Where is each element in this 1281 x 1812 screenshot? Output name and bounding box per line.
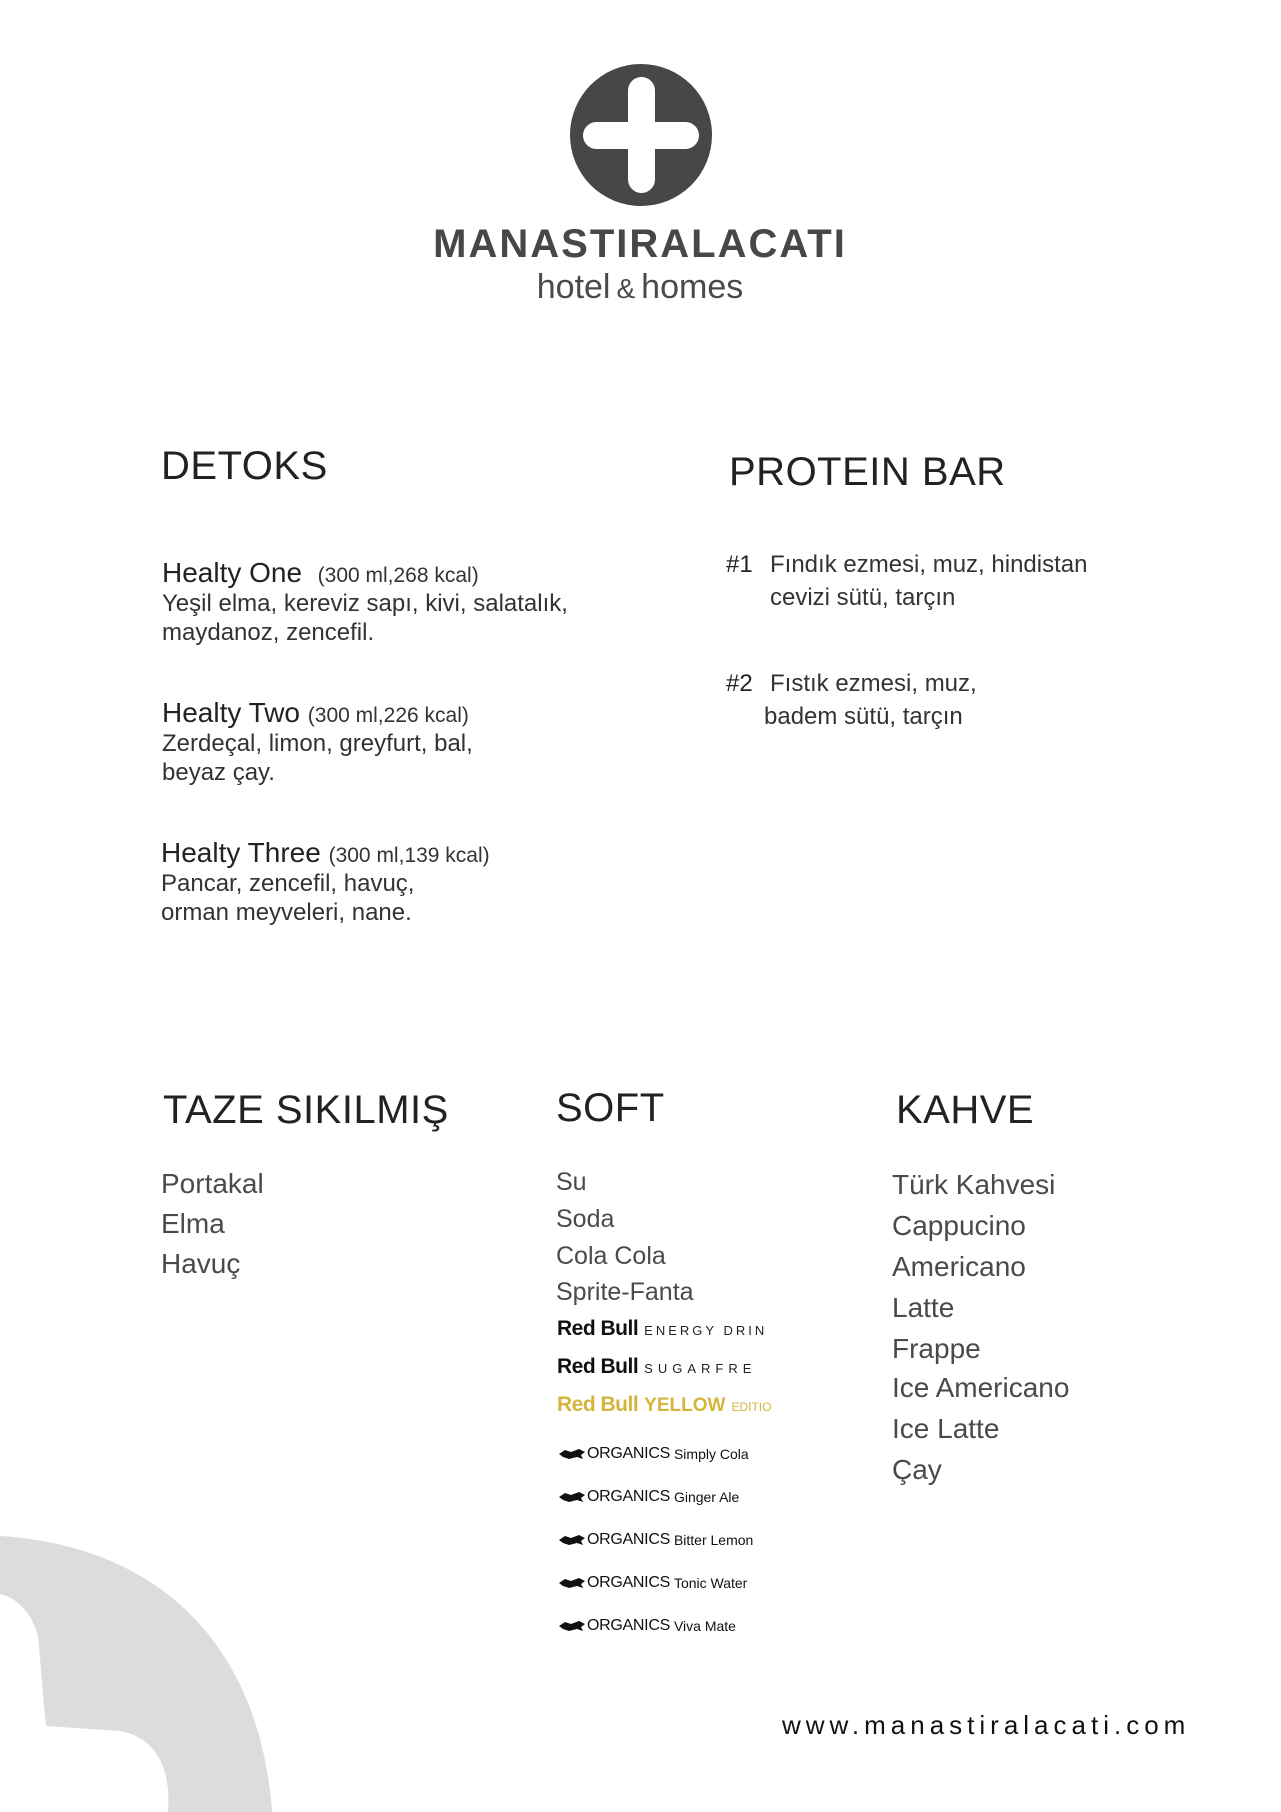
detoks-item-two — [162, 697, 473, 787]
organics-list — [557, 1432, 753, 1647]
brand-name: MANASTIRALACATI — [433, 222, 847, 266]
redbull-energy-logo — [557, 1317, 767, 1341]
detoks-item-three — [161, 837, 490, 927]
detoks-item-desc: beyaz çay. — [162, 759, 275, 786]
bull-icon — [557, 1446, 587, 1462]
organics-product: Simply Cola — [673, 1445, 749, 1462]
detoks-item-kcal: (300 ml,268 kcal) — [317, 564, 479, 587]
protein-bar-desc: Fındık ezmesi, muz, hindistan — [770, 551, 1088, 578]
soft-list — [556, 1168, 694, 1314]
taze-heading: TAZE SIKILMIŞ — [163, 1088, 449, 1132]
detoks-item-name: Healty Three — [161, 837, 321, 868]
kahve-heading: KAHVE — [896, 1088, 1035, 1132]
organics-item — [557, 1561, 753, 1604]
protein-bar-heading: PROTEIN BAR — [729, 450, 1006, 494]
protein-bar-item-1 — [726, 548, 1186, 614]
brand-tagline — [390, 268, 890, 307]
organics-product: Viva Mate — [673, 1617, 736, 1634]
decorative-arch-shape — [0, 1536, 280, 1812]
list-item: Ice Americano — [892, 1372, 1070, 1403]
list-item: Frappe — [892, 1333, 981, 1364]
list-item: Havuç — [161, 1248, 241, 1279]
organics-product: Bitter Lemon — [673, 1531, 754, 1548]
detoks-item-desc: Pancar, zencefil, havuç, — [161, 870, 415, 897]
website-url: www.manastiralacati.com — [782, 1710, 1191, 1740]
logo-plus-icon — [570, 64, 712, 206]
protein-bar-number: #2 — [726, 670, 753, 697]
organics-brand: ORGANICS — [587, 1444, 670, 1462]
redbull-variant: SUGARFRE — [644, 1361, 757, 1376]
list-item: Cola Cola — [556, 1242, 666, 1270]
bull-icon — [557, 1575, 587, 1591]
detoks-item-desc: orman meyveleri, nane. — [161, 899, 412, 926]
detoks-item-kcal: (300 ml,139 kcal) — [328, 844, 490, 867]
organics-product: Ginger Ale — [673, 1488, 740, 1505]
redbull-yellow-logo — [557, 1393, 771, 1417]
list-item: Sprite-Fanta — [556, 1278, 694, 1306]
detoks-item-one — [162, 557, 568, 647]
list-item: Portakal — [161, 1168, 264, 1199]
detoks-heading: DETOKS — [161, 444, 328, 488]
redbull-sugarfree-logo — [557, 1355, 756, 1379]
bull-icon — [557, 1618, 587, 1634]
brand-tagline-homes: homes — [641, 268, 744, 306]
redbull-name: Red Bull — [557, 1393, 639, 1416]
list-item: Çay — [892, 1454, 942, 1485]
redbull-name: Red Bull — [557, 1317, 639, 1340]
organics-item — [557, 1604, 753, 1647]
detoks-item-title — [161, 837, 490, 869]
detoks-item-kcal: (300 ml,226 kcal) — [307, 704, 469, 727]
redbull-name: Red Bull — [557, 1355, 639, 1378]
soft-heading: SOFT — [556, 1086, 665, 1130]
list-item: Ice Latte — [892, 1413, 1000, 1444]
organics-item — [557, 1432, 753, 1475]
list-item: Cappucino — [892, 1210, 1026, 1241]
detoks-item-desc: Yeşil elma, kereviz sapı, kivi, salatalık, — [162, 590, 568, 617]
bull-icon — [557, 1489, 587, 1505]
kahve-list — [892, 1169, 1069, 1495]
organics-brand: ORGANICS — [587, 1573, 670, 1591]
taze-list — [161, 1168, 264, 1288]
protein-bar-desc: cevizi sütü, tarçın — [770, 584, 956, 611]
brand-tagline-amp: & — [616, 273, 636, 304]
organics-product: Tonic Water — [673, 1574, 748, 1591]
list-item: Soda — [556, 1205, 615, 1233]
detoks-item-name: Healty Two — [162, 697, 300, 728]
detoks-item-name: Healty One — [162, 557, 303, 588]
protein-bar-item-2 — [726, 667, 1186, 733]
redbull-variant: EDITIO — [731, 1400, 772, 1414]
bull-icon — [557, 1532, 587, 1548]
brand-tagline-hotel: hotel — [536, 268, 611, 306]
protein-bar-desc: Fıstık ezmesi, muz, — [770, 670, 977, 697]
detoks-item-title — [162, 697, 473, 729]
list-item: Su — [556, 1168, 587, 1196]
list-item: Türk Kahvesi — [892, 1169, 1056, 1200]
redbull-yellow-label: YELLOW — [644, 1395, 726, 1416]
detoks-item-desc: maydanoz, zencefil. — [162, 619, 375, 646]
organics-item — [557, 1475, 753, 1518]
protein-bar-number: #1 — [726, 551, 753, 578]
detoks-item-desc: Zerdeçal, limon, greyfurt, bal, — [162, 730, 473, 757]
protein-bar-desc: badem sütü, tarçın — [764, 703, 963, 730]
organics-brand: ORGANICS — [587, 1487, 670, 1505]
detoks-item-title — [162, 557, 568, 589]
organics-item — [557, 1518, 753, 1561]
organics-brand: ORGANICS — [587, 1530, 670, 1548]
list-item: Latte — [892, 1292, 955, 1323]
organics-brand: ORGANICS — [587, 1616, 670, 1634]
redbull-variant: ENERGY DRIN — [644, 1323, 768, 1338]
list-item: Americano — [892, 1251, 1026, 1282]
list-item: Elma — [161, 1208, 225, 1239]
